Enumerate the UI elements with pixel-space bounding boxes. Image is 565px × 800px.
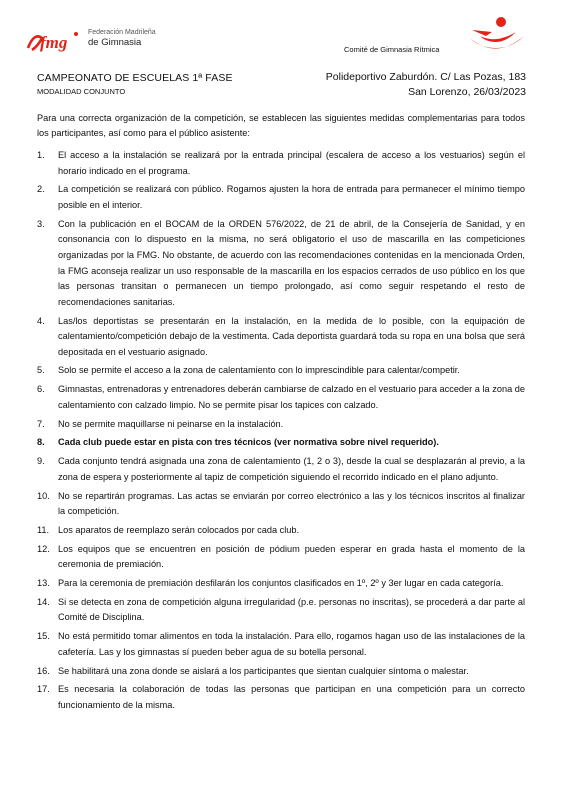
rule-text: Es necesaria la colaboración de todas las personas que participan en una competición para un correcto funcionamiento de la misma. (58, 684, 525, 710)
rule-text: Se habilitará una zona donde se aislará a los participantes que sientan cualquier síntoma o malestar. (58, 665, 469, 676)
modality: MODALIDAD CONJUNTO (37, 87, 126, 96)
rule-number: 15. (37, 631, 50, 642)
rule-text: El acceso a la instalación se realizará por la entrada principal (escalera de acceso a los vestuarios) según el horario indicado en el programa. (58, 150, 525, 176)
svg-text:fmg: fmg (40, 33, 68, 52)
rule-item (37, 489, 525, 520)
rule-text: Las/los deportistas se presentarán en la instalación, en la medida de lo posible, con la equipación de calentamiento/competición debajo de la vestimenta. Cada deportista guardará toda su ropa en una bolsa que será depositada en el vestuario asignado. (58, 315, 525, 357)
rule-item (37, 595, 525, 626)
federation-line1: Federación Madrileña (88, 29, 156, 36)
rule-text: La competición se realizará con público. Rogamos ajusten la hora de entrada para permanecer el mínimo tiempo posible en el interior. (58, 184, 525, 210)
place-date: San Lorenzo, 26/03/2023 (408, 86, 526, 98)
rule-text: Gimnastas, entrenadoras y entrenadores deberán cambiarse de calzado en el vestuario para acceder a la zona de calentamiento con calzado limpio. No se permite pisar los tapices con calzado. (58, 384, 525, 410)
rule-item (37, 682, 525, 713)
federation-line2: de Gimnasia (88, 37, 142, 48)
rule-number: 6. (37, 384, 45, 395)
rules-list (37, 148, 525, 717)
rule-text: No se permite maquillarse ni peinarse en la instalación. (58, 418, 284, 429)
rule-item (37, 576, 525, 592)
rule-item (37, 363, 525, 379)
rule-number: 2. (37, 184, 45, 195)
rule-item (37, 523, 525, 539)
event-title: CAMPEONATO DE ESCUELAS 1ª FASE (37, 72, 233, 84)
rule-text: No está permitido tomar alimentos en toda la instalación. Para ello, rogamos hagan uso de las instalaciones de la cafetería. Las y los gimnastas sí pueden beber agua de su botella personal. (58, 631, 525, 657)
rule-number: 12. (37, 543, 50, 554)
rule-text: No se repartirán programas. Las actas se enviarán por correo electrónico a las y los técnicos inscritos al finalizar la competición. (58, 490, 525, 517)
rule-item (37, 454, 525, 485)
rule-number: 9. (37, 456, 45, 467)
rule-number: 16. (37, 665, 50, 676)
rule-number: 14. (37, 596, 50, 607)
event-heading (37, 72, 233, 96)
rule-number: 5. (37, 365, 45, 376)
rule-number: 7. (37, 418, 45, 429)
rule-text: Si se detecta en zona de competición alguna irregularidad (p.e. personas no inscritas), se procederá a dar parte al Comité de Disciplina. (58, 596, 525, 623)
rule-item (37, 542, 525, 573)
federation-name (88, 29, 156, 48)
rule-item (37, 182, 525, 213)
fmg-logo (26, 26, 84, 54)
rule-number: 10. (37, 490, 50, 501)
rule-item (37, 148, 525, 179)
venue: Polideportivo Zaburdón. C/ Las Pozas, 183 (325, 71, 526, 83)
rule-text: Con la publicación en el BOCAM de la ORDEN 576/2022, de 21 de abril, de la Consejería de Sanidad, y en consonancia con lo dispuesto en la misma, no será obligatorio el uso de mascarilla en las competiciones organizadas por la FMG. No obstante, de acuerdo con las recomendaciones contenidas en la mencionada Orden, la FMG aconseja realizar un uso responsable de la mascarilla en los espacios cerrados de uso público en los que las personas transitan o permanecen un tiempo prolongado, así como seguir respetando el resto de recomendaciones sanitarias. (58, 218, 525, 307)
rule-item-highlight (37, 435, 525, 451)
rule-item (37, 314, 525, 361)
rule-number: 4. (37, 315, 45, 326)
committee-name: Comité de Gimnasia Rítmica (344, 45, 440, 54)
rule-item (37, 417, 525, 433)
rule-text: Los aparatos de reemplazo serán colocados por cada club. (58, 524, 300, 535)
rule-number: 3. (37, 218, 45, 229)
rule-text: Los equipos que se encuentren en posición de pódium pueden esperar en grada hasta el momento de la ceremonia de premiación. (58, 543, 525, 570)
rule-number: 8. (37, 437, 45, 448)
rule-number: 11. (37, 524, 50, 535)
committee-logo (466, 14, 526, 58)
intro-paragraph: Para una correcta organización de la competición, se establecen las siguientes medidas complementarias para todos los participantes, así como para el público asistente: (37, 113, 525, 138)
rule-text: Cada club puede estar en pista con tres técnicos (ver normativa sobre nivel requerido). (58, 437, 439, 448)
venue-block (326, 70, 526, 100)
rule-text: Para la ceremonia de premiación desfilarán los conjuntos clasificados en 1º, 2º y 3er lugar en cada categoría. (58, 578, 504, 589)
rule-item (37, 382, 525, 413)
rule-number: 13. (37, 578, 50, 589)
rule-item (37, 217, 525, 311)
rule-item (37, 664, 525, 680)
rule-text: Cada conjunto tendrá asignada una zona de calentamiento (1, 2 o 3), desde la cual se desplazarán al previo, a la zona de espera y posteriormente al tapiz de competición siguiendo el recorrido indicado en el plano adjunto. (58, 456, 525, 482)
rule-number: 1. (37, 150, 45, 160)
rule-item (37, 629, 525, 660)
rule-text: Solo se permite el acceso a la zona de calentamiento con lo imprescindible para calentar/competir. (58, 365, 460, 376)
rule-number: 17. (37, 684, 50, 695)
